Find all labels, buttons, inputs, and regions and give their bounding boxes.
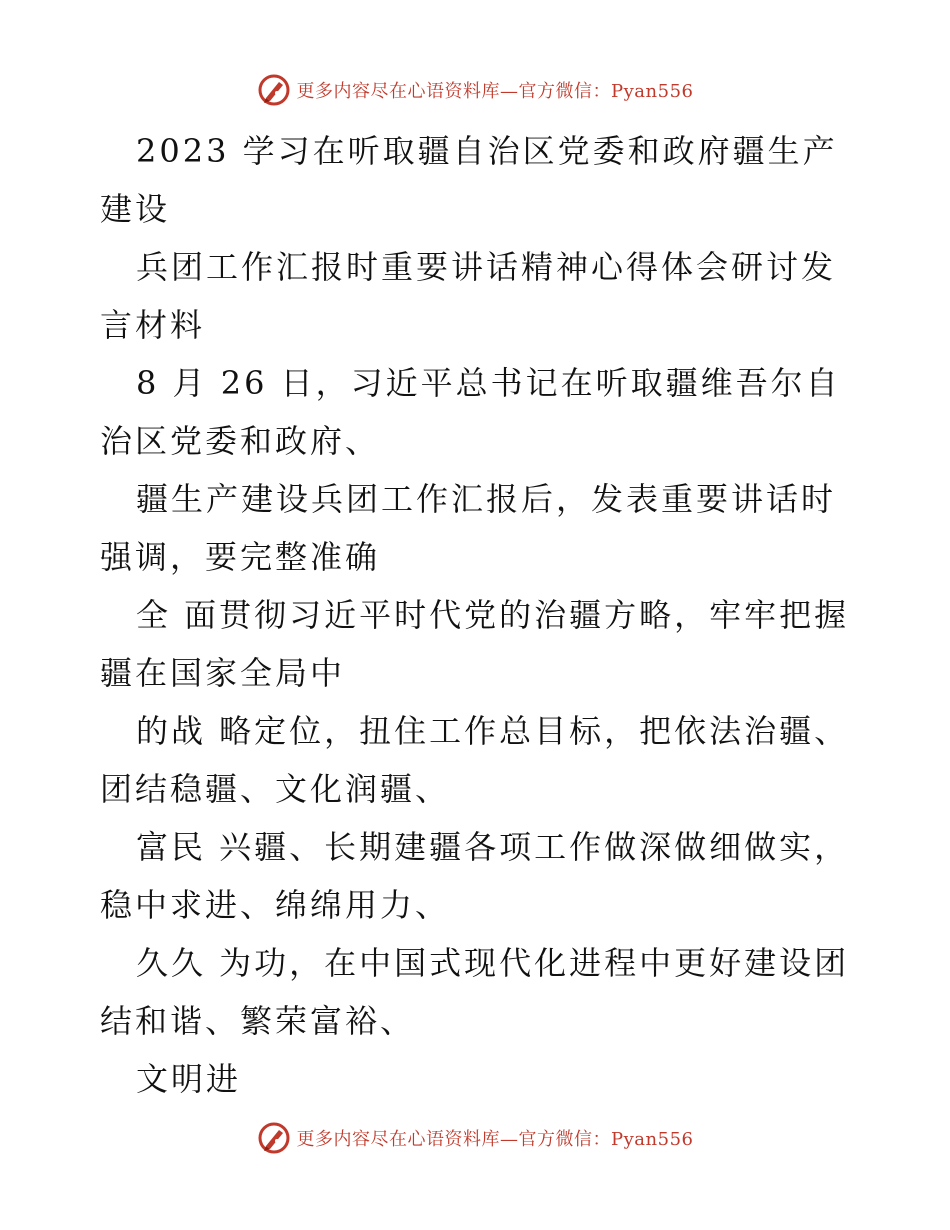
paragraph-9: 文明进 xyxy=(136,1060,242,1098)
paragraph-4: 疆生产建设兵团工作汇报后，发表重要讲话时强调，要完整准确 xyxy=(100,480,837,576)
footer-banner-text: 更多内容尽在心语资料库—官方微信：Pyan556 xyxy=(296,1129,694,1150)
paragraph-6: 的战 略定位，扭住工作总目标，把依法治疆、团结稳疆、文化润疆、 xyxy=(100,712,850,808)
paragraph-8: 久久 为功，在中国式现代化进程中更好建设团结和谐、繁荣富裕、 xyxy=(100,944,850,1040)
footer-banner xyxy=(0,1120,950,1156)
paragraph-2: 兵团工作汇报时重要讲话精神心得体会研讨发言材料 xyxy=(100,248,837,344)
paragraph-1: 2023 学习在听取疆自治区党委和政府疆生产建设 xyxy=(100,132,838,228)
header-banner-text: 更多内容尽在心语资料库—官方微信：Pyan556 xyxy=(296,81,694,102)
paragraph-5: 全 面贯彻习近平时代党的治疆方略，牢牢把握疆在国家全局中 xyxy=(100,596,850,692)
paragraph-7: 富民 兴疆、长期建疆各项工作做深做细做实，稳中求进、绵绵用力、 xyxy=(100,828,850,924)
paragraph-3: 8 月 26 日，习近平总书记在听取疆维吾尔自治区党委和政府、 xyxy=(100,364,841,460)
header-banner xyxy=(0,72,950,108)
pen-logo-icon xyxy=(257,73,291,107)
pen-logo-icon xyxy=(257,1121,291,1155)
document-body xyxy=(100,122,860,1108)
